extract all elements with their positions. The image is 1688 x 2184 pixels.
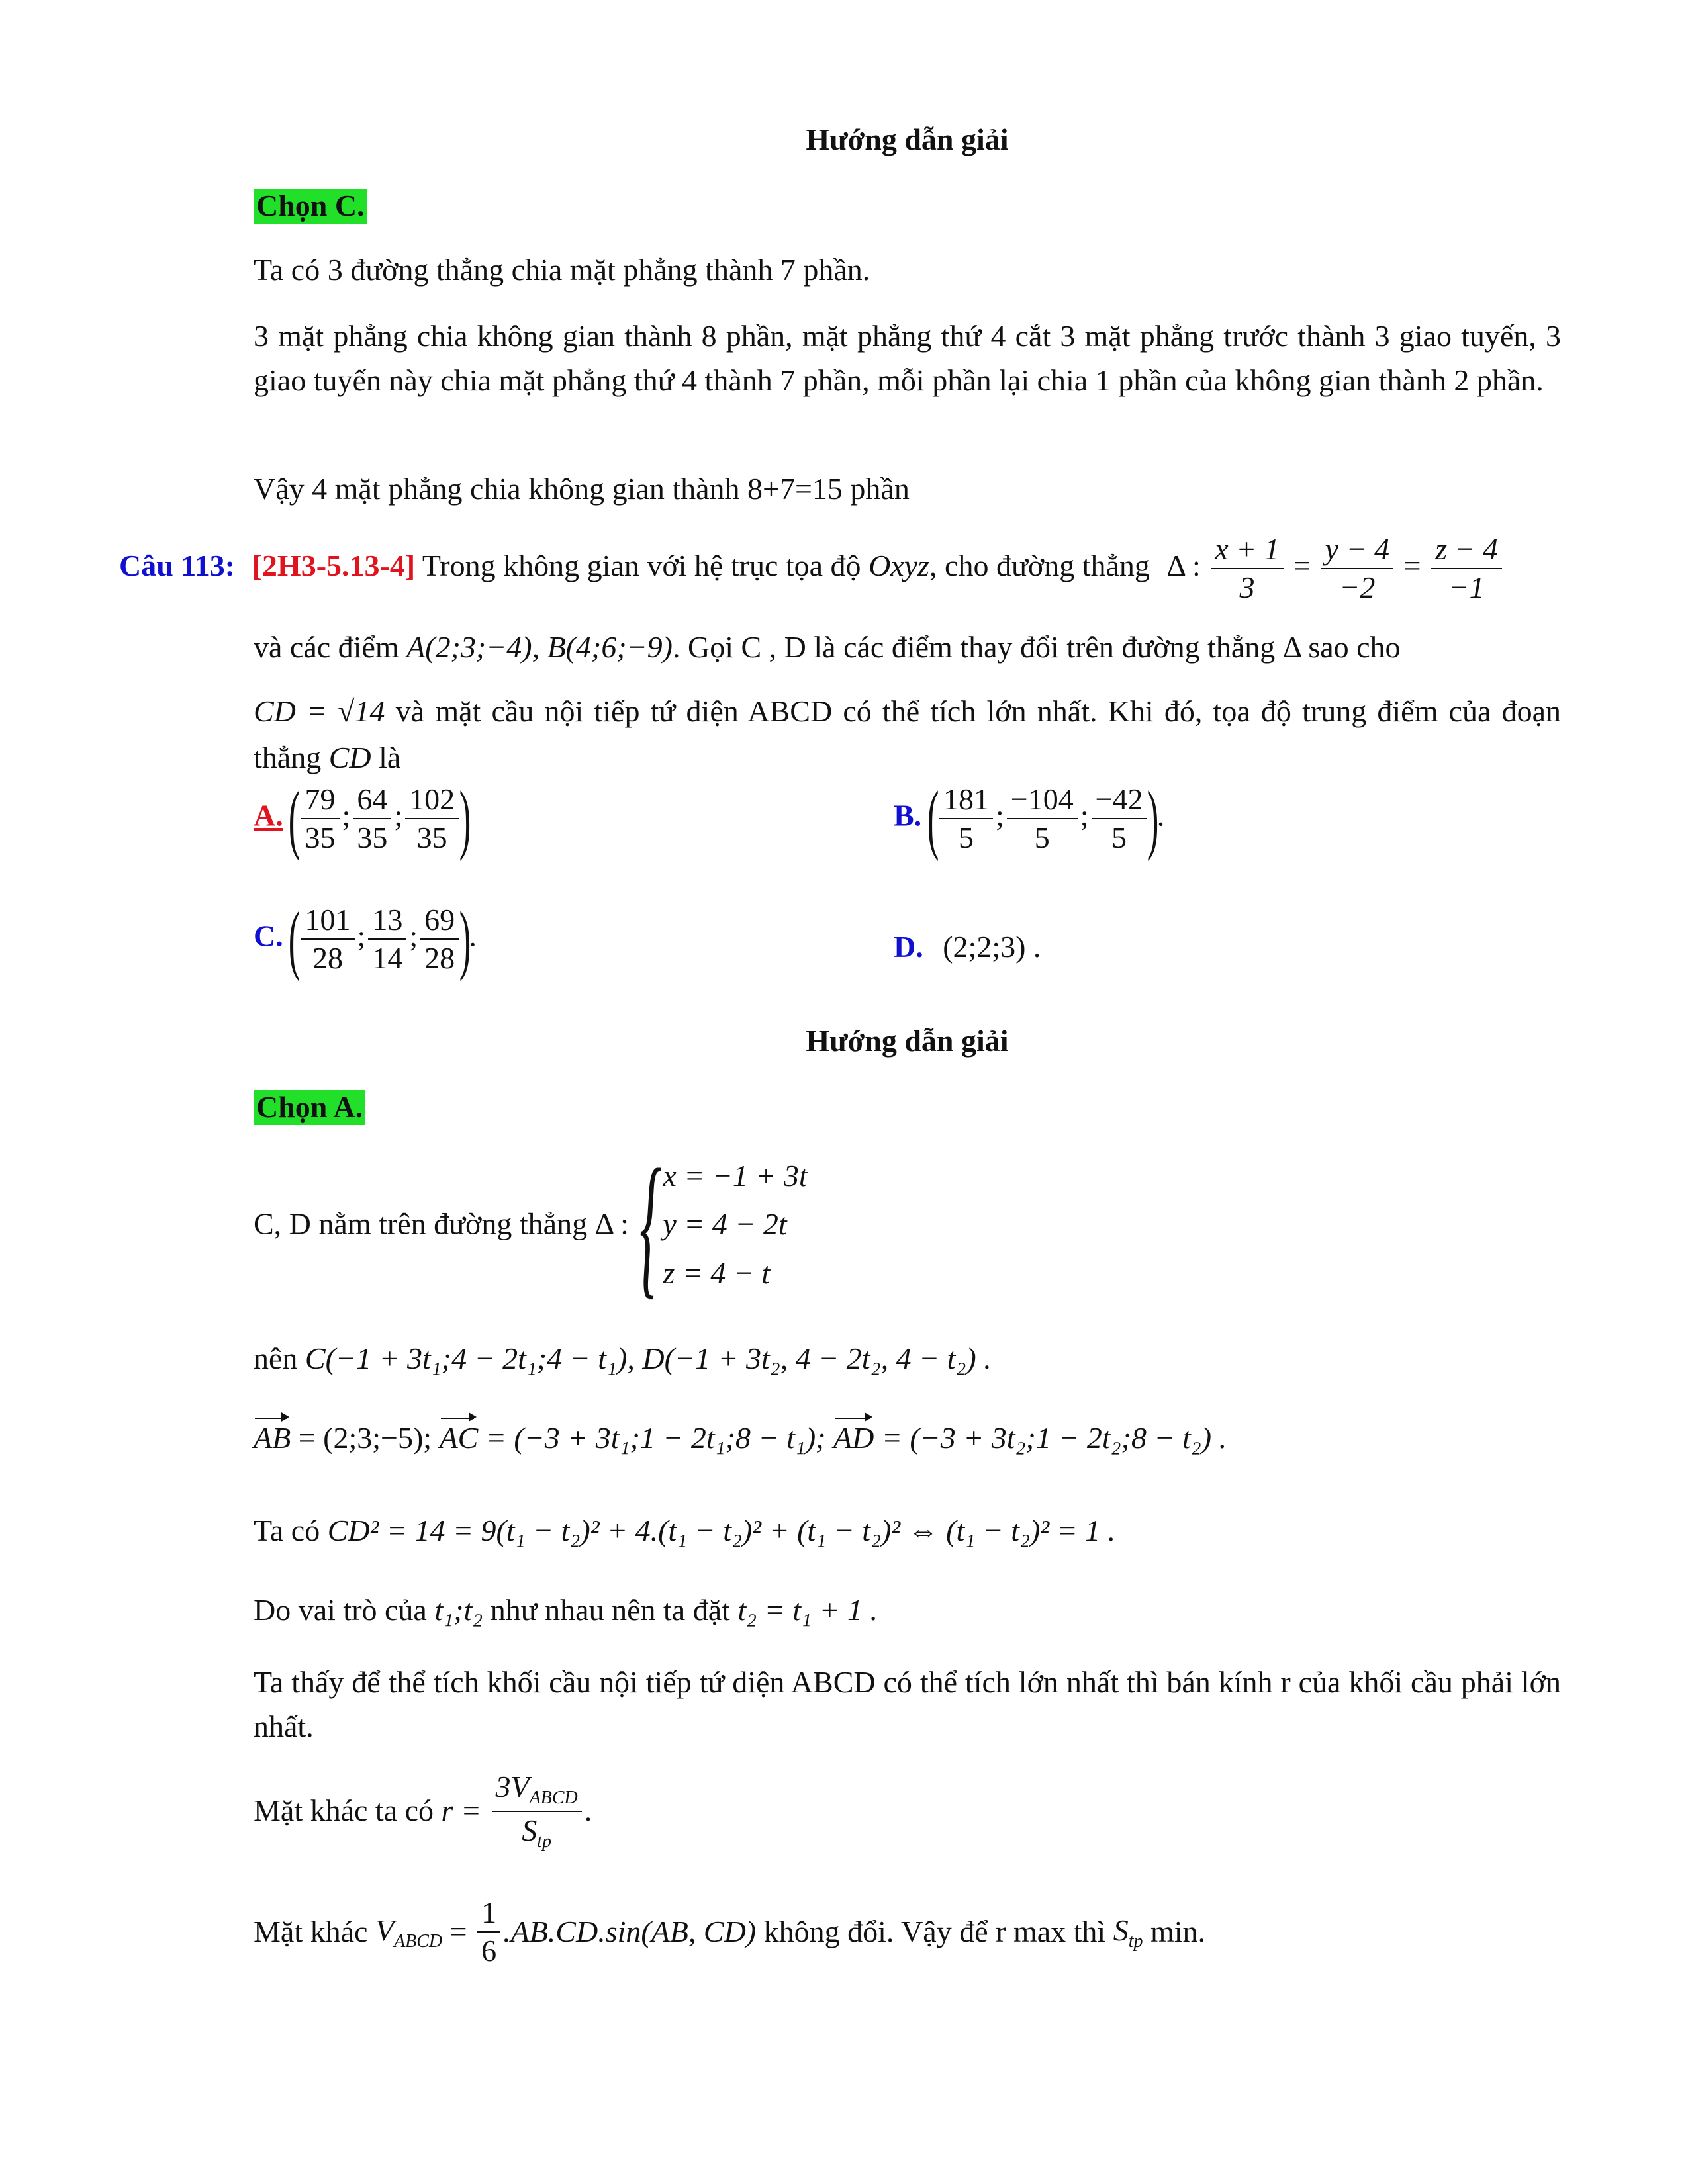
role-line — [254, 1588, 1561, 1633]
option-c-frac-1: $\frac{101}{28}$ — [301, 904, 355, 975]
option-c-frac-2: $\frac{13}{14}$ — [368, 904, 406, 975]
radius-fraction: $\frac{3V_{ABCD}}{S_{tp}}$ — [492, 1771, 582, 1851]
vector-ab: AB — [254, 1416, 291, 1461]
answer-choice-1 — [254, 184, 1561, 228]
question-condition — [254, 688, 1561, 781]
point-b: B(4;6;−9) — [547, 630, 673, 664]
chosen-answer-badge: Chọn C. — [254, 189, 367, 224]
param-y: y = 4 − 2t — [663, 1207, 787, 1242]
option-c-frac-3: $\frac{69}{28}$ — [420, 904, 459, 975]
option-b[interactable]: B. ( $\frac{181}{5}$ ; $\frac{-104}{5}$ ; $\frac{-42}{5}$ ). — [894, 775, 1165, 862]
parametric-line — [254, 1136, 1561, 1312]
solution-heading-1: Hướng dẫn giải — [806, 122, 1009, 156]
option-a-frac-2: $\frac{64}{35}$ — [353, 784, 391, 854]
volume-eq: = — [449, 1914, 467, 1948]
param-x: x = −1 + 3t — [663, 1158, 808, 1193]
delta-symbol: Δ : — [1166, 548, 1201, 582]
question-text-6: là — [379, 741, 401, 774]
role-set: t₂ = t₁ + 1 . — [737, 1593, 878, 1627]
question-text-5: và mặt cầu nội tiếp tứ diện ABCD có thể tích lớn nhất. Khi đó, tọa độ trung điểm của đoạn thẳng — [254, 694, 1561, 774]
question-text-1: Trong không gian với hệ trục tọa độ — [422, 548, 861, 582]
role-text: Do vai trò của — [254, 1593, 427, 1627]
cd-coordinates — [254, 1337, 1561, 1381]
radius-prefix: Mặt khác ta có — [254, 1794, 434, 1828]
volume-lhs: $V_{ABCD}$ — [375, 1913, 443, 1952]
question-text-4: . Gọi C , D là các điểm thay đổi trên đường thẳng Δ sao cho — [673, 630, 1401, 664]
option-d[interactable] — [894, 925, 1041, 970]
volume-prefix: Mặt khác — [254, 1914, 368, 1948]
question-text-2: , cho đường thẳng — [929, 548, 1150, 582]
vectors-line — [254, 1416, 1561, 1461]
cd-on-line-text: C, D nằm trên đường thẳng Δ : — [254, 1206, 629, 1241]
paragraph-planes-space: 3 mặt phẳng chia không gian thành 8 phần, mặt phẳng thứ 4 cắt 3 mặt phẳng trước thành 3 giao tuyến, 3 giao tuyến này chia mặt phẳng thứ 4 thành 7 phần, mỗi phần lại chia 1 phần của không gian thành 2 phần. — [254, 319, 1561, 397]
question-points-line: và các điểm A(2;3;−4), B(4;6;−9). Gọi C , D là các điểm thay đổi trên đường thẳng Δ sao cho — [254, 630, 1401, 664]
option-d-value: (2;2;3) . — [943, 930, 1041, 964]
role-text-2: như nhau nên ta đặt — [490, 1593, 730, 1627]
question-text-3: và các điểm — [254, 630, 399, 664]
volume-formula-line — [254, 1897, 1561, 1968]
role-vars: t₁;t₂ — [434, 1593, 483, 1627]
vector-ad-value: = (−3 + 3t₂;1 − 2t₂;8 − t₂) . — [881, 1421, 1227, 1455]
fraction-y: $\frac{y - 4}{-2}$ — [1321, 533, 1393, 604]
fraction-x: $\frac{x + 1}{3}$ — [1211, 533, 1283, 604]
fraction-z: $\frac{z - 4}{-1}$ — [1431, 533, 1502, 604]
vector-ab-value: = (2;3;−5); — [298, 1421, 432, 1455]
cd-coords-expr: C(−1 + 3t₁;4 − 2t₁;4 − t₁), D(−1 + 3t₂, 4 − 2t₂, 4 − t₂) . — [305, 1342, 992, 1375]
point-a: A(2;3;−4) — [406, 630, 532, 664]
volume-min: min. — [1150, 1914, 1206, 1948]
vector-ad: AD — [833, 1416, 874, 1461]
cd-squared-expr: CD² = 14 = 9(t₁ − t₂)² + 4.(t₁ − t₂)² + (t₁ − t₂)² ⇔ (t₁ − t₂)² = 1 . — [327, 1514, 1116, 1547]
surface-area: $S_{tp}$ — [1113, 1913, 1143, 1952]
option-d-label: D. — [894, 930, 923, 964]
radius-lhs: r = — [441, 1794, 481, 1828]
option-b-frac-2: $\frac{-104}{5}$ — [1007, 784, 1078, 854]
volume-text: không đổi. Vậy để r max thì — [763, 1914, 1106, 1948]
option-b-frac-3: $\frac{-42}{5}$ — [1092, 784, 1147, 854]
option-b-label: B. — [894, 798, 922, 833]
vector-ac: AC — [440, 1416, 479, 1461]
cd-squared-line — [254, 1509, 1561, 1553]
line-equation: Δ : $\frac{x + 1}{3}$ = $\frac{y - 4}{-2}$ = $\frac{z - 4}{-1}$ — [1166, 549, 1505, 582]
answer-choice-2 — [254, 1085, 1561, 1130]
option-a[interactable]: A. ( $\frac{79}{35}$ ; $\frac{64}{35}$ ; $\frac{102}{35}$ ) — [254, 775, 471, 862]
question-code: [2H3-5.13-4] — [252, 548, 416, 582]
option-a-frac-1: $\frac{79}{35}$ — [301, 784, 340, 854]
cd-length: CD = √14 — [254, 694, 385, 728]
volume-rhs: .AB.CD.sin(AB, CD) — [503, 1914, 757, 1948]
solution-heading-2: Hướng dẫn giải — [806, 1024, 1009, 1058]
chosen-answer-badge-2: Chọn A. — [254, 1090, 365, 1125]
radius-formula-line: Mặt khác ta có r = $\frac{3V_{ABCD}}{S_{tp}}$ . — [254, 1770, 592, 1852]
option-a-frac-3: $\frac{102}{35}$ — [405, 784, 459, 854]
parametric-system: { x = −1 + 3t y = 4 − 2t z = 4 − t — [639, 1136, 808, 1312]
question-113 — [119, 533, 1562, 604]
paragraph-lines-plane: Ta có 3 đường thẳng chia mặt phẳng thành 7 phần. — [254, 253, 870, 287]
option-c[interactable]: C. ( $\frac{101}{28}$ ; $\frac{13}{14}$ ; $\frac{69}{28}$ ). — [254, 895, 477, 982]
paragraph-conclusion: Vậy 4 mặt phẳng chia không gian thành 8+7=15 phần — [254, 472, 910, 506]
coordinate-system: Oxyz — [868, 548, 930, 582]
segment-cd: CD — [328, 741, 371, 774]
question-number: Câu 113: — [119, 548, 236, 582]
param-z: z = 4 − t — [663, 1255, 771, 1290]
cd-sq-prefix: Ta có — [254, 1514, 320, 1547]
volume-fraction: $\frac{1}{6}$ — [477, 1897, 500, 1968]
option-b-frac-1: $\frac{181}{5}$ — [939, 784, 993, 854]
option-c-label: C. — [254, 919, 283, 953]
radius-paragraph: Ta thấy để thể tích khối cầu nội tiếp tứ diện ABCD có thể tích lớn nhất thì bán kính r của khối cầu phải lớn nhất. — [254, 1665, 1561, 1743]
option-a-label: A. — [254, 798, 283, 833]
cd-coords-prefix: nên — [254, 1342, 298, 1375]
vector-ac-value: = (−3 + 3t₁;1 − 2t₁;8 − t₁); — [485, 1421, 826, 1455]
